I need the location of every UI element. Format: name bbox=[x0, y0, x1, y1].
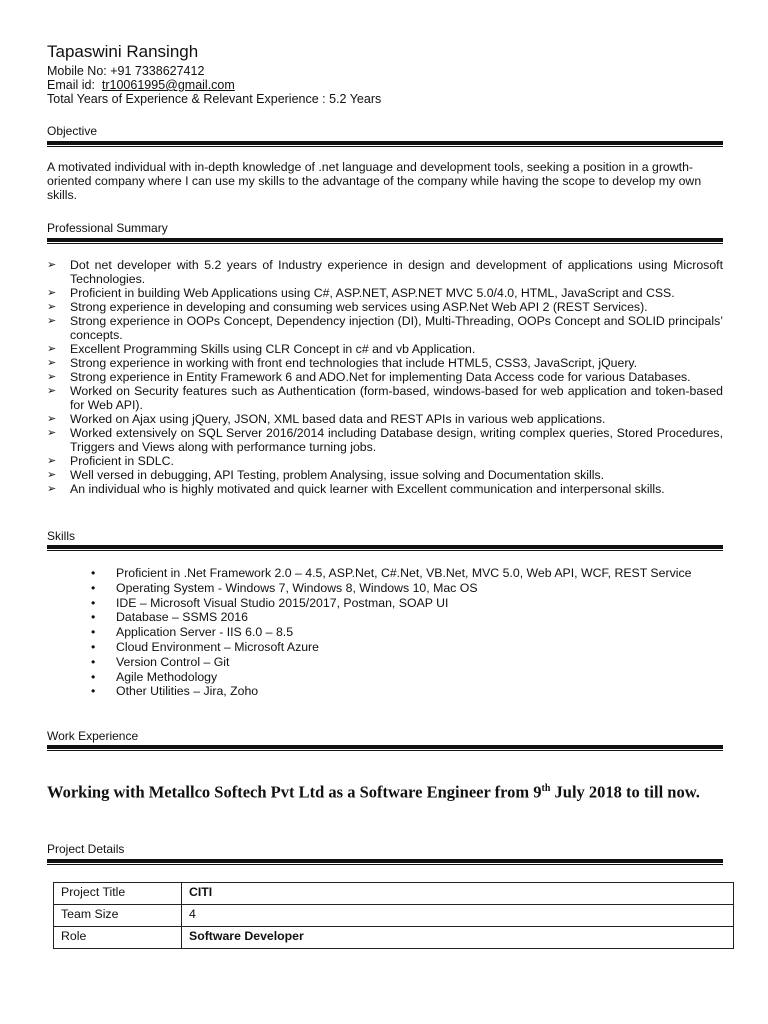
section-divider bbox=[47, 545, 723, 549]
summary-item bbox=[47, 426, 723, 454]
project-table bbox=[53, 882, 734, 949]
summary-item bbox=[47, 454, 723, 468]
skill-item-text: Version Control – Git bbox=[116, 654, 230, 669]
bullet-dot-icon: • bbox=[91, 654, 96, 669]
bullet-dot-icon: • bbox=[91, 684, 96, 699]
job-date-suffix: th bbox=[541, 783, 551, 794]
project-field-label: Team Size bbox=[54, 905, 182, 927]
arrowhead-bullet-icon: ➢ bbox=[47, 287, 57, 299]
bullet-dot-icon: • bbox=[91, 580, 96, 595]
arrowhead-bullet-icon: ➢ bbox=[47, 469, 57, 481]
section-divider bbox=[47, 745, 723, 749]
skills-heading: Skills bbox=[47, 529, 76, 543]
skill-item bbox=[91, 670, 691, 685]
skill-item-text: Operating System - Windows 7, Windows 8, Windows 10, Mac OS bbox=[116, 580, 478, 595]
email-link[interactable]: tr10061995@gmail.com bbox=[101, 78, 235, 92]
project-field-value: CITI bbox=[182, 883, 734, 905]
arrowhead-bullet-icon: ➢ bbox=[47, 385, 57, 397]
bullet-dot-icon: • bbox=[91, 669, 96, 684]
skill-item-text: Database – SSMS 2016 bbox=[116, 610, 248, 625]
summary-item-text: Dot net developer with 5.2 years of Industry experience in design and development of applications using Microsoft Technologies. bbox=[70, 258, 723, 286]
candidate-name: Tapaswini Ransingh bbox=[47, 42, 199, 61]
summary-item-text: Strong experience in developing and consuming web services using ASP.Net Web API 2 (REST Services). bbox=[70, 300, 648, 314]
skill-item bbox=[91, 581, 691, 596]
summary-item bbox=[47, 258, 723, 286]
project-field-label: Project Title bbox=[54, 883, 182, 905]
arrowhead-bullet-icon: ➢ bbox=[47, 301, 57, 313]
bullet-dot-icon: • bbox=[91, 595, 96, 610]
summary-item bbox=[47, 412, 723, 426]
skill-item-text: Application Server - IIS 6.0 – 8.5 bbox=[116, 625, 294, 640]
arrowhead-bullet-icon: ➢ bbox=[47, 343, 57, 355]
summary-item-text: Worked extensively on SQL Server 2016/2014 including Database design, writing complex queries, Stored Procedures, Triggers and Views along with performance turning jobs. bbox=[70, 426, 723, 454]
skill-item-text: Cloud Environment – Microsoft Azure bbox=[116, 639, 319, 654]
objective-text: A motivated individual with in-depth knowledge of .net language and development tools, seeking a position in a growth-oriented company where I can use my skills to the advantage of the company while having the scope to develop my own skills. bbox=[47, 160, 702, 202]
section-divider bbox=[47, 141, 723, 145]
summary-item-text: Worked on Security features such as Authentication (form-based, windows-based for web application and token-based for Web API). bbox=[70, 384, 723, 412]
skills-list bbox=[91, 566, 691, 699]
project-field-value: Software Developer bbox=[182, 927, 734, 949]
summary-item-text: Excellent Programming Skills using CLR Concept in c# and vb Application. bbox=[70, 342, 476, 356]
skill-item bbox=[91, 684, 691, 699]
skill-item bbox=[91, 625, 691, 640]
objective-heading: Objective bbox=[47, 124, 98, 138]
summary-item bbox=[47, 384, 723, 412]
skill-item-text: Proficient in .Net Framework 2.0 – 4.5, ASP.Net, C#.Net, VB.Net, MVC 5.0, Web API, WCF, REST Service bbox=[116, 566, 692, 580]
summary-heading: Professional Summary bbox=[47, 221, 168, 235]
email-label: Email id: bbox=[47, 78, 95, 92]
summary-item bbox=[47, 356, 723, 370]
email-line bbox=[47, 78, 235, 93]
arrowhead-bullet-icon: ➢ bbox=[47, 455, 57, 467]
bullet-dot-icon: • bbox=[91, 566, 96, 580]
summary-item-text: Well versed in debugging, API Testing, problem Analysing, issue solving and Documentation skills. bbox=[70, 468, 605, 482]
skill-item-text: IDE – Microsoft Visual Studio 2015/2017, Postman, SOAP UI bbox=[116, 595, 449, 610]
arrowhead-bullet-icon: ➢ bbox=[47, 357, 57, 369]
bullet-dot-icon: • bbox=[91, 610, 96, 625]
summary-item bbox=[47, 342, 723, 356]
summary-item-text: Worked on Ajax using jQuery, JSON, XML based data and REST APIs in various web applications. bbox=[70, 412, 606, 426]
skill-item-text: Other Utilities – Jira, Zoho bbox=[116, 684, 259, 699]
skill-item bbox=[91, 566, 691, 581]
section-divider bbox=[47, 238, 723, 242]
project-heading: Project Details bbox=[47, 842, 125, 856]
work-heading: Work Experience bbox=[47, 729, 139, 743]
summary-item-text: Strong experience in OOPs Concept, Dependency injection (DI), Multi-Threading, OOPs Concept and SOLID principals’ concepts. bbox=[70, 314, 723, 342]
summary-item-text: Strong experience in Entity Framework 6 and ADO.Net for implementing Data Access code for various Databases. bbox=[70, 370, 691, 384]
arrowhead-bullet-icon: ➢ bbox=[47, 483, 57, 495]
summary-item bbox=[47, 482, 723, 496]
arrowhead-bullet-icon: ➢ bbox=[47, 413, 57, 425]
summary-item bbox=[47, 286, 723, 300]
arrowhead-bullet-icon: ➢ bbox=[47, 427, 57, 439]
summary-item bbox=[47, 468, 723, 482]
summary-item bbox=[47, 300, 723, 314]
skill-item bbox=[91, 596, 691, 611]
skill-item bbox=[91, 610, 691, 625]
arrowhead-bullet-icon: ➢ bbox=[47, 259, 57, 271]
job-text-part1: Working with Metallco Softech Pvt Ltd as a Software Engineer from 9 bbox=[47, 782, 542, 802]
skill-item-text: Agile Methodology bbox=[116, 669, 218, 684]
summary-item-text: Proficient in SDLC. bbox=[70, 454, 174, 468]
summary-item-text: Strong experience in working with front end technologies that include HTML5, CSS3, JavaScript, jQuery. bbox=[70, 356, 638, 370]
project-row bbox=[54, 883, 734, 905]
skill-item bbox=[91, 640, 691, 655]
experience-line: Total Years of Experience & Relevant Experience : 5.2 Years bbox=[47, 92, 382, 106]
project-row bbox=[54, 927, 734, 949]
mobile-number: Mobile No: +91 7338627412 bbox=[47, 64, 205, 78]
bullet-dot-icon: • bbox=[91, 625, 96, 640]
summary-item-text: Proficient in building Web Applications using C#, ASP.NET, ASP.NET MVC 5.0/4.0, HTML, JavaScript and CSS. bbox=[70, 286, 675, 300]
project-field-label: Role bbox=[54, 927, 182, 949]
arrowhead-bullet-icon: ➢ bbox=[47, 315, 57, 327]
summary-item bbox=[47, 314, 723, 342]
skill-item bbox=[91, 655, 691, 670]
summary-item-text: An individual who is highly motivated and quick learner with Excellent communication and interpersonal skills. bbox=[70, 482, 665, 496]
job-title bbox=[47, 779, 723, 802]
project-field-value: 4 bbox=[182, 905, 734, 927]
section-divider bbox=[47, 859, 723, 863]
summary-list bbox=[47, 258, 723, 496]
arrowhead-bullet-icon: ➢ bbox=[47, 371, 57, 383]
bullet-dot-icon: • bbox=[91, 639, 96, 654]
job-text-part2: July 2018 to till now. bbox=[550, 782, 700, 802]
summary-item bbox=[47, 370, 723, 384]
project-row bbox=[54, 905, 734, 927]
